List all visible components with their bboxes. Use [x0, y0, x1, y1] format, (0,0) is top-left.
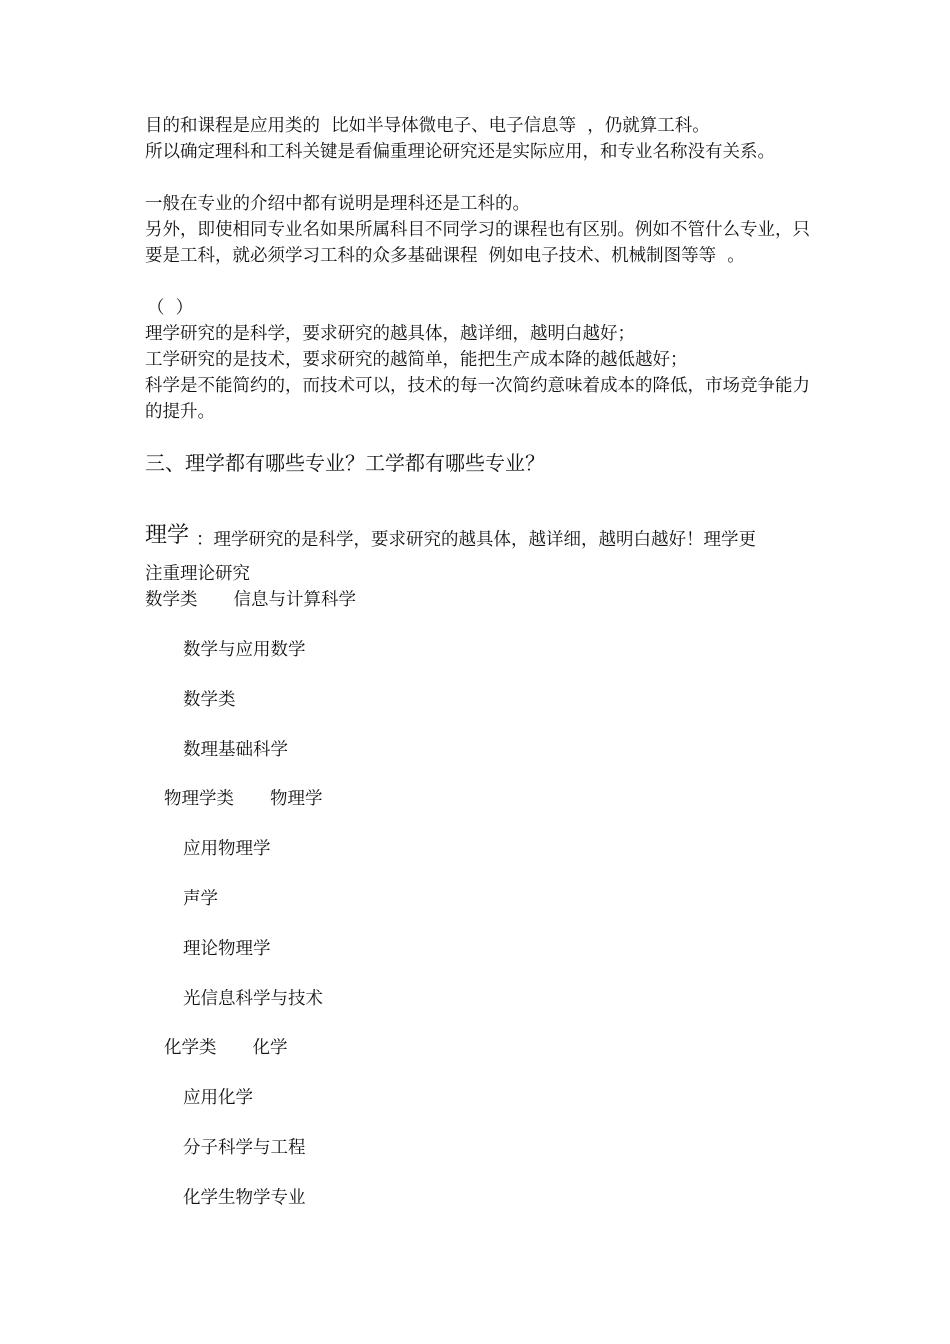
category-row-math [145, 587, 356, 613]
major-item: 物理学 [270, 789, 323, 809]
major-item: 应用物理学 [183, 839, 271, 859]
paragraph-key-difference: 所以确定理科和工科关键是看偏重理论研究还是实际应用，和专业名称没有关系。 [145, 142, 775, 162]
major-item: 声学 [183, 889, 218, 909]
paragraph-course-difference: 另外，即使相同专业名如果所属科目不同学习的课程也有区别。例如不管什么专业，只要是工科，就必须学习工科的众多基础课程 例如电子技术、机械制图等等 。 [145, 220, 810, 266]
major-item: 数理基础科学 [183, 740, 288, 760]
major-item: 数学与应用数学 [183, 640, 306, 660]
major-item: 化学生物学专业 [183, 1188, 306, 1208]
category-label: 化学类 [164, 1038, 217, 1058]
lixue-description: ：理学研究的是科学，要求研究的越具体，越详细，越明白越好！理学更 [196, 530, 756, 550]
paragraph-engineering-definition: 工学研究的是技术，要求研究的越简单，能把生产成本降的越低越好； [145, 350, 688, 370]
major-item: 化学 [252, 1038, 288, 1058]
paragraph-simplification: 科学是不能简约的，而技术可以，技术的每一次简约意味着成本的降低，市场竞争能力的提升。 [145, 376, 810, 422]
lixue-description-continued: 注重理论研究 [145, 564, 250, 584]
major-item: 理论物理学 [183, 939, 271, 959]
category-row-chemistry [164, 1035, 288, 1061]
paragraph-introduction-note: 一般在专业的介绍中都有说明是理科还是工科的。 [145, 194, 530, 214]
category-label: 物理学类 [164, 789, 234, 809]
category-row-physics [164, 786, 323, 812]
paragraph-engineering-example: 目的和课程是应用类的 比如半导体微电子、电子信息等 ，仍就算工科。 [145, 116, 710, 136]
paragraph-brackets: （ ） [147, 298, 194, 318]
major-item: 信息与计算科学 [233, 590, 356, 610]
lixue-title: 理学 [145, 523, 190, 548]
category-label: 数学类 [145, 590, 198, 610]
major-item: 光信息科学与技术 [183, 989, 323, 1009]
major-item: 应用化学 [183, 1088, 253, 1108]
section-heading: 三、理学都有哪些专业？工学都有哪些专业？ [145, 451, 545, 475]
major-item: 分子科学与工程 [183, 1138, 306, 1158]
major-item: 数学类 [183, 690, 236, 710]
paragraph-science-definition: 理学研究的是科学，要求研究的越具体，越详细，越明白越好； [145, 324, 635, 344]
